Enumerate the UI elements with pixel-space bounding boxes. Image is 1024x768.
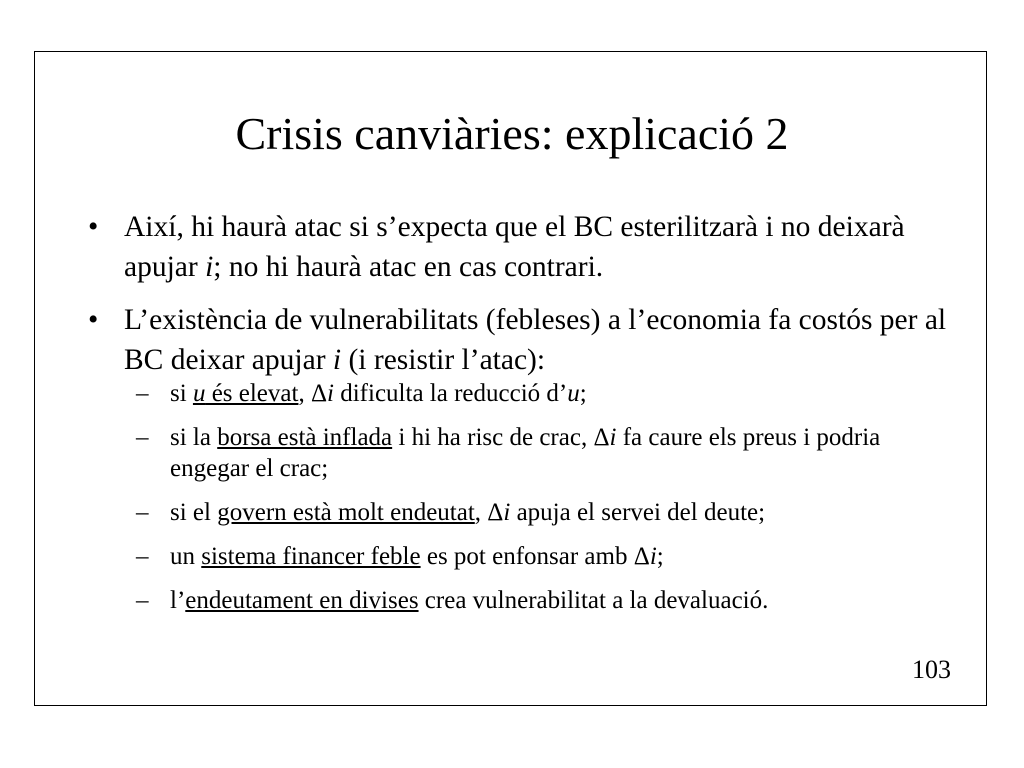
delta-symbol: Δ <box>633 543 650 570</box>
underlined-term: sistema financer feble <box>201 543 421 570</box>
sub-text: l’ <box>170 587 186 614</box>
sub-bullet-item <box>124 378 962 409</box>
sub-text: i hi ha risc de crac, <box>392 424 594 451</box>
bullet-item <box>82 207 962 287</box>
bullet-list <box>82 207 962 629</box>
page-number: 103 <box>912 655 951 684</box>
variable-i: i <box>205 251 214 283</box>
variable-i: i <box>332 344 342 376</box>
delta-symbol: Δ <box>310 380 328 407</box>
underlined-text: és elevat <box>205 380 299 407</box>
underlined-term: borsa està inflada <box>217 424 393 451</box>
sub-text: si el <box>170 499 218 526</box>
sub-bullet-marker: – <box>136 587 149 614</box>
variable-i: i <box>503 499 511 526</box>
bullet-text: L’existència de vulnerabilitats (febleses) a l’economia fa costós per al BC deixar apujar <box>124 304 947 376</box>
sub-text: fa caure els preus i podria engegar el crac; <box>170 424 881 482</box>
sub-text: apuja el servei del deute; <box>510 499 766 526</box>
variable-u: u <box>192 380 206 407</box>
slide-title: Crisis canviàries: explicació 2 <box>235 108 789 159</box>
bullet-marker: • <box>88 304 99 336</box>
sub-text: crea vulnerabilitat a la devaluació. <box>418 587 769 614</box>
delta-symbol: Δ <box>487 499 504 526</box>
variable-i: i <box>327 380 334 407</box>
delta-symbol: Δ <box>593 424 610 451</box>
sub-bullet-marker: – <box>136 424 149 451</box>
bullet-text: Així, hi haurà atac si s’expecta que el BC esterilitzarà i no deixarà apujar <box>124 211 905 283</box>
bullet-marker: • <box>88 211 99 243</box>
bullet-text: (i resistir l’atac): <box>341 344 546 376</box>
sub-bullet-marker: – <box>136 380 149 407</box>
bullet-text: ; no hi haurà atac en cas contrari. <box>213 251 604 283</box>
sub-text: un <box>170 543 202 570</box>
underlined-term: govern està molt endeutat <box>217 499 475 526</box>
sub-bullet-item <box>124 497 962 528</box>
sub-bullet-list <box>124 378 962 616</box>
sub-text: ; <box>579 380 587 407</box>
underlined-term <box>193 380 299 407</box>
variable-i: i <box>649 543 657 570</box>
sub-bullet-item <box>124 541 962 572</box>
sub-text: ; <box>656 543 664 570</box>
sub-bullet-marker: – <box>136 543 149 570</box>
sub-bullet-item <box>124 422 920 484</box>
sub-text: si la <box>170 424 218 451</box>
sub-text: , <box>474 499 488 526</box>
sub-text: si <box>170 380 193 407</box>
sub-text: , <box>298 380 311 407</box>
sub-bullet-marker: – <box>136 499 149 526</box>
sub-text: dificulta la reducció d’ <box>333 380 568 407</box>
variable-i: i <box>609 424 617 451</box>
sub-text: es pot enfonsar amb <box>420 543 634 570</box>
bullet-item <box>82 300 962 616</box>
sub-bullet-item <box>124 585 962 616</box>
variable-u: u <box>567 380 580 407</box>
underlined-term: endeutament en divises <box>185 587 419 614</box>
